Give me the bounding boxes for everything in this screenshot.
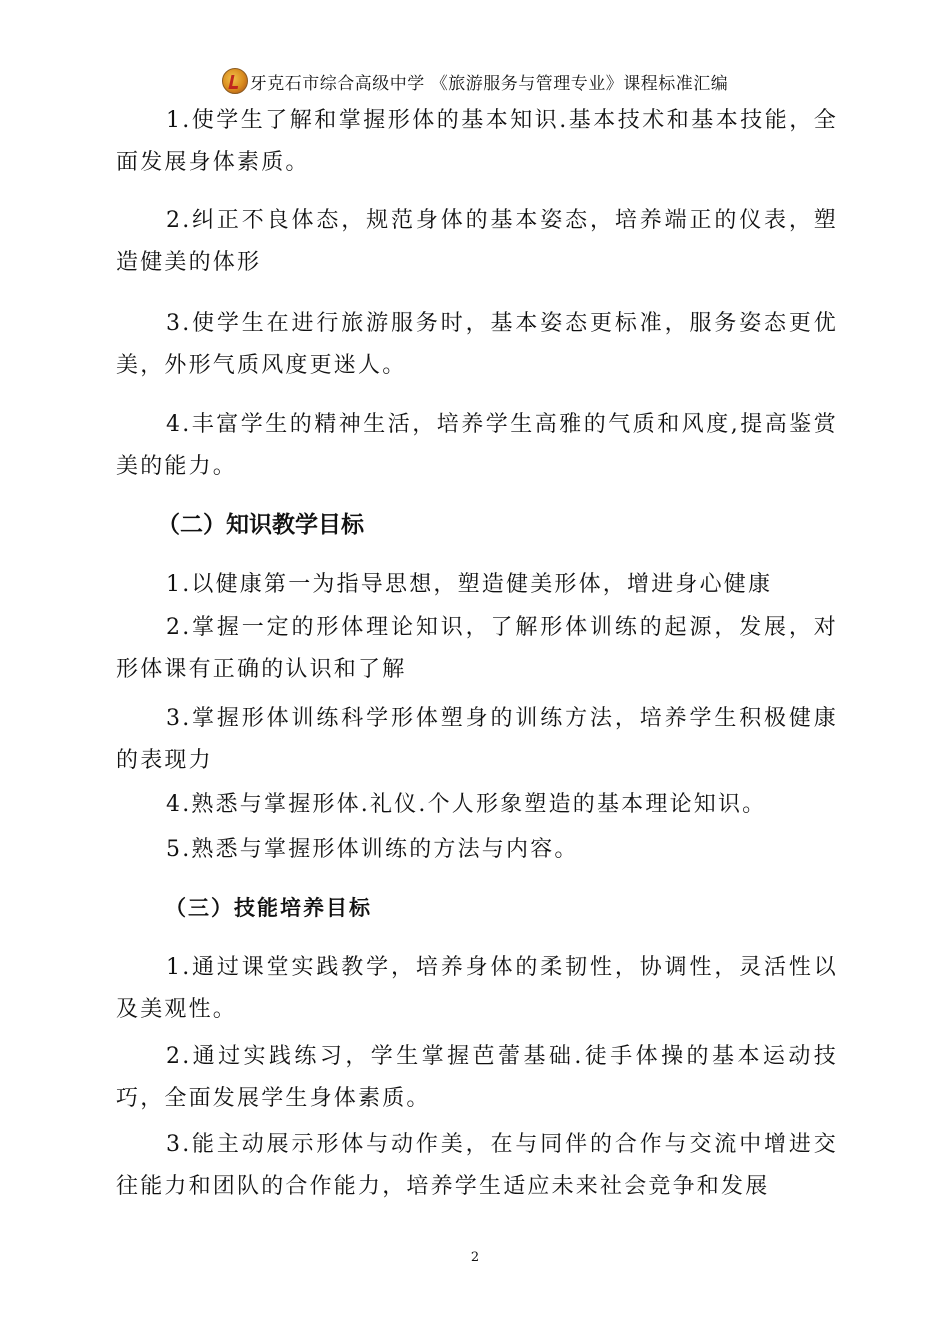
paragraph-2-3: 3.掌握形体训练科学形体塑身的训练方法，培养学生积极健康的表现力 bbox=[116, 706, 838, 773]
paragraph-1-1: 1.使学生了解和掌握形体的基本知识.基本技术和基本技能，全面发展身体素质。 bbox=[116, 108, 838, 175]
paragraph-1-3: 3.使学生在进行旅游服务时，基本姿态更标准，服务姿态更优美，外形气质风度更迷人。 bbox=[116, 311, 838, 378]
paragraph-3-3: 3.能主动展示形体与动作美，在与同伴的合作与交流中增进交往能力和团队的合作能力，培养学生适应未来社会竞争和发展 bbox=[116, 1132, 838, 1199]
paragraph-1-2: 2.纠正不良体态，规范身体的基本姿态，培养端正的仪表，塑造健美的体形 bbox=[116, 208, 838, 275]
paragraph-1-4: 4.丰富学生的精神生活，培养学生高雅的气质和风度,提高鉴赏美的能力。 bbox=[116, 412, 838, 479]
paragraph-2-2: 2.掌握一定的形体理论知识，了解形体训练的起源，发展，对形体课有正确的认识和了解 bbox=[116, 615, 838, 682]
header-text: 牙克石市综合高级中学 《旅游服务与管理专业》课程标准汇编 bbox=[249, 73, 729, 94]
page-header-inner bbox=[222, 68, 728, 94]
paragraph-2-1: 1.以健康第一为指导思想，塑造健美形体，增进身心健康 bbox=[166, 572, 773, 597]
section-heading-skills: （三）技能培养目标 bbox=[165, 895, 372, 920]
section-heading-knowledge: （二）知识教学目标 bbox=[157, 512, 364, 538]
paragraph-3-2: 2.通过实践练习，学生掌握芭蕾基础.徒手体操的基本运动技巧，全面发展学生身体素质。 bbox=[116, 1044, 838, 1111]
paragraph-2-4: 4.熟悉与掌握形体.礼仪.个人形象塑造的基本理论知识。 bbox=[166, 792, 767, 817]
paragraph-3-1: 1.通过课堂实践教学，培养身体的柔韧性，协调性，灵活性以及美观性。 bbox=[116, 955, 838, 1022]
paragraph-2-5: 5.熟悉与掌握形体训练的方法与内容。 bbox=[166, 837, 579, 862]
page-header bbox=[0, 66, 950, 96]
page-number: 2 bbox=[470, 1250, 480, 1265]
school-logo-icon bbox=[222, 68, 248, 94]
